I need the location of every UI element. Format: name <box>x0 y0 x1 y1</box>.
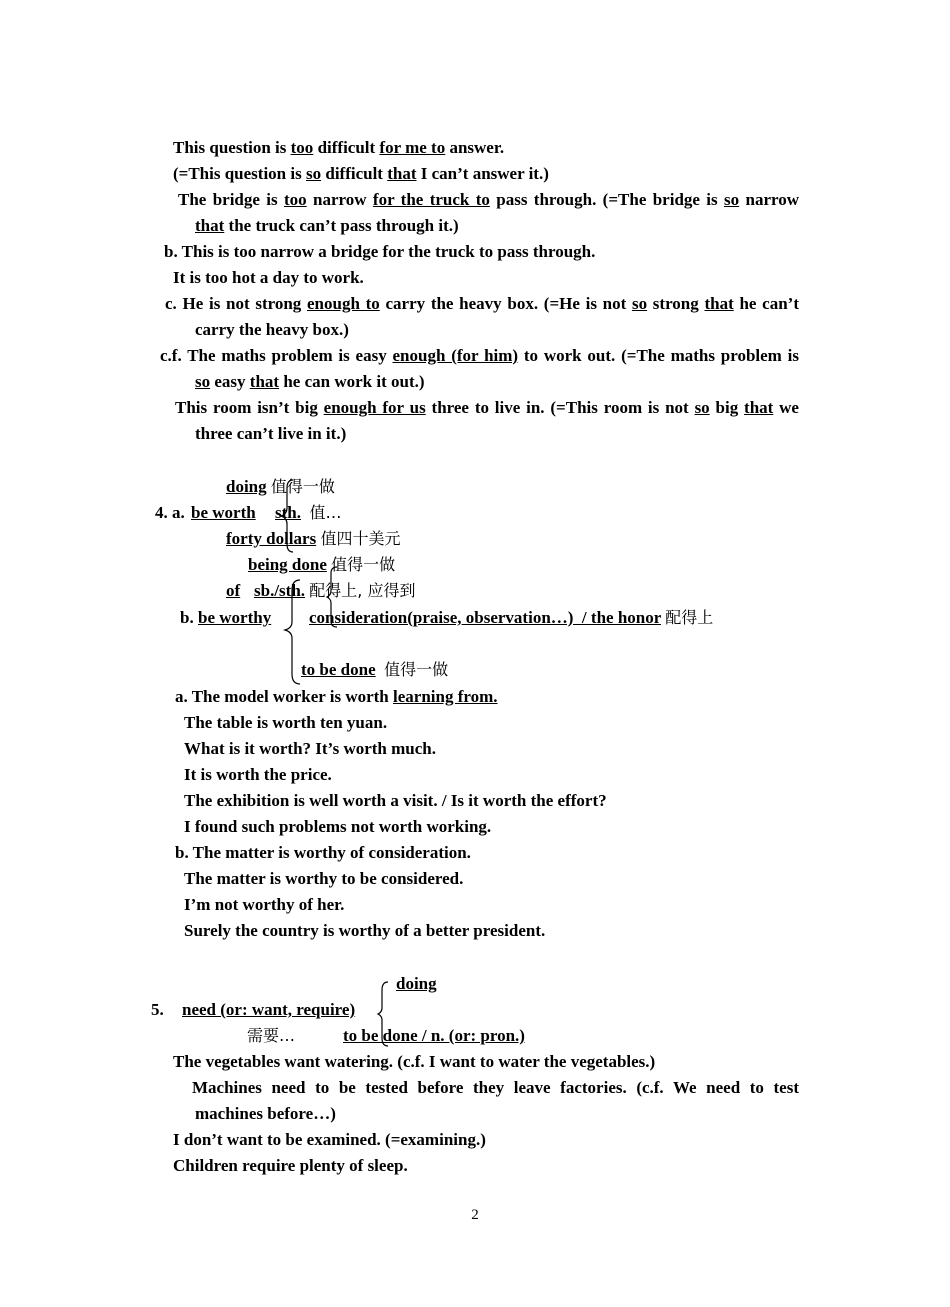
line-room <box>175 397 799 419</box>
underlined-too: too <box>290 138 314 157</box>
need-cn: 需要… <box>247 1026 296 1045</box>
line-cf-maths-cont <box>195 371 425 393</box>
label-5: 5. <box>151 1000 164 1019</box>
line-too-for-me <box>173 137 504 159</box>
example-a <box>175 686 498 708</box>
underlined-that: that <box>249 372 280 391</box>
underlined-enough-to: enough to <box>307 294 380 313</box>
sb-sth: sb./sth. <box>254 581 306 600</box>
worthy-of: of <box>226 581 241 600</box>
label-b: b. <box>180 608 194 627</box>
underlined-for-me-to: for me to <box>379 138 446 157</box>
text: answer. <box>445 138 505 157</box>
underlined-so: so <box>694 398 710 417</box>
text: narrow <box>739 190 800 209</box>
to-be-done-cn: 值得一做 <box>384 660 449 679</box>
line-room-cont: three can’t live in it.) <box>195 424 347 443</box>
example-line: The table is worth ten yuan. <box>184 713 388 732</box>
line-c-strong-cont: carry the heavy box.) <box>195 320 349 339</box>
worth-sth-cn: 值… <box>309 503 342 522</box>
consideration-cn: 配得上 <box>665 608 714 627</box>
worth-doing-cn: 值得一做 <box>270 477 335 496</box>
example-b: b. The matter is worthy of consideration. <box>175 843 471 862</box>
underlined-too: too <box>284 190 307 209</box>
text: difficult <box>321 164 388 183</box>
need-want-require: need (or: want, require) <box>182 1000 356 1019</box>
need-brace <box>376 980 392 1050</box>
line-cf-maths <box>160 345 799 367</box>
line-hot-day: It is too hot a day to work. <box>173 268 364 287</box>
text: big <box>709 398 745 417</box>
be-worth: be worth <box>191 503 256 522</box>
example-line: What is it worth? It’s worth much. <box>184 739 437 758</box>
underlined-that: that <box>704 294 734 313</box>
being-done: being done <box>248 555 327 574</box>
text: The bridge is <box>178 190 284 209</box>
line-so-that <box>173 163 549 185</box>
line-bridge-cont <box>195 215 459 237</box>
text: he can’t <box>733 294 799 313</box>
being-done-row <box>248 554 395 576</box>
line-c-strong <box>165 293 799 315</box>
need-doing: doing <box>396 974 437 993</box>
text: to work out. (=The maths problem is <box>518 346 799 365</box>
need-example-2-cont: machines before…) <box>195 1104 336 1123</box>
text: This room isn’t big <box>175 398 324 417</box>
line-b-narrow-bridge: b. This is too narrow a bridge for the truck to pass through. <box>164 242 596 261</box>
worthy-inner-brace <box>325 565 341 629</box>
underlined-so: so <box>195 372 211 391</box>
text: the truck can’t pass through it.) <box>224 216 459 235</box>
line-bridge <box>178 189 799 211</box>
forty-dollars: forty dollars <box>226 529 317 548</box>
text: c.f. The maths problem is easy <box>160 346 393 365</box>
text: narrow <box>306 190 373 209</box>
text: strong <box>647 294 705 313</box>
text: three to live in. (=This room is not <box>425 398 695 417</box>
text: carry the heavy box. (=He is not <box>379 294 632 313</box>
need-example-4: Children require plenty of sleep. <box>173 1156 408 1175</box>
need-example-2: Machines need to be tested before they leave factories. (c.f. We need to test <box>192 1078 799 1097</box>
need-example-1: The vegetables want watering. (c.f. I want to water the vegetables.) <box>173 1052 656 1071</box>
consideration-row <box>309 607 713 629</box>
underlined-so: so <box>724 190 740 209</box>
example-line: The exhibition is well worth a visit. / Is it worth the effort? <box>184 791 607 810</box>
worth-sth: sth. <box>275 503 301 522</box>
text: a. The model worker is worth <box>175 687 394 706</box>
worth-doing: doing <box>226 477 267 496</box>
text: This question is <box>173 138 291 157</box>
to-be-done-row <box>301 659 448 681</box>
text: c. He is not strong <box>165 294 307 313</box>
text: I can’t answer it.) <box>416 164 549 183</box>
to-be-done: to be done <box>301 660 376 679</box>
consideration: consideration(praise, observation…) / the honor <box>309 608 661 627</box>
text: difficult <box>313 138 380 157</box>
need-example-3: I don’t want to be examined. (=examining.) <box>173 1130 486 1149</box>
underlined-for-the-truck-to: for the truck to <box>372 190 490 209</box>
underlined-so: so <box>631 294 648 313</box>
underlined-so: so <box>305 164 322 183</box>
sb-sth-cn: 配得上, 应得到 <box>309 581 416 600</box>
example-line: I’m not worthy of her. <box>184 895 345 914</box>
worthy-outer-brace <box>282 578 304 688</box>
be-worthy: be worthy <box>198 608 272 627</box>
example-line: I found such problems not worth working. <box>184 817 492 836</box>
forty-dollars-row <box>226 528 400 550</box>
example-line: It is worth the price. <box>184 765 332 784</box>
forty-dollars-cn: 值四十美元 <box>320 529 401 548</box>
text: easy <box>210 372 250 391</box>
underlined-learning-from: learning from. <box>393 687 498 706</box>
example-line: The matter is worthy to be considered. <box>184 869 464 888</box>
text: he can work it out.) <box>279 372 425 391</box>
need-to-be-done: to be done / n. (or: pron.) <box>343 1026 525 1045</box>
page-number: 2 <box>471 1207 479 1223</box>
worth-brace <box>279 478 299 558</box>
underlined-that: that <box>387 164 417 183</box>
underlined-that: that <box>744 398 774 417</box>
example-line: Surely the country is worthy of a better president. <box>184 921 546 940</box>
underlined-enough-for-him: enough (for him) <box>392 346 519 365</box>
text: (=This question is <box>173 164 306 183</box>
text: pass through. (=The bridge is <box>489 190 725 209</box>
underlined-enough-for-us: enough for us <box>323 398 426 417</box>
text: we <box>773 398 799 417</box>
underlined-that: that <box>195 216 225 235</box>
label-4a: 4. a. <box>155 503 185 522</box>
being-done-cn: 值得一做 <box>331 555 396 574</box>
